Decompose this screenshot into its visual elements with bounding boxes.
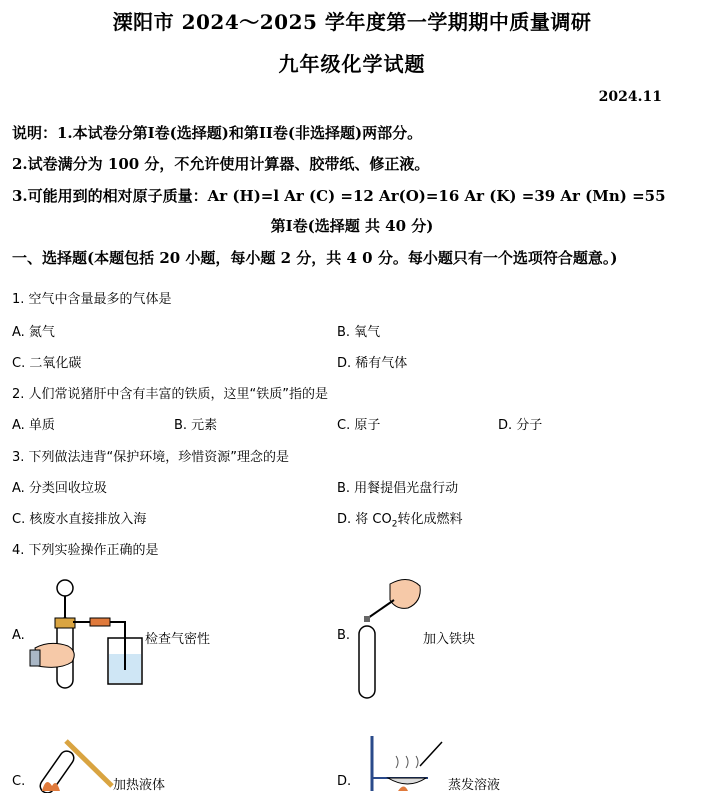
- q2-option-a[interactable]: A. 单质: [12, 418, 55, 433]
- q4-stem: 4. 下列实验操作正确的是: [12, 543, 159, 558]
- heating-liquid-illustration: [40, 736, 120, 791]
- airtightness-check-illustration: [30, 578, 150, 694]
- q2-option-d[interactable]: D. 分子: [498, 418, 543, 433]
- evaporate-solution-illustration: [358, 736, 448, 791]
- q4-option-c-letter[interactable]: C.: [12, 774, 26, 789]
- q3-option-d-suffix: 转化成燃料: [397, 512, 463, 527]
- note-line-2: 2.试卷满分为 100 分，不允许使用计算器、胶带纸、修正液。: [12, 155, 430, 173]
- q1-option-a[interactable]: A. 氮气: [12, 325, 55, 340]
- q3-option-d-prefix: D. 将 CO: [337, 512, 392, 527]
- q3-option-d-subscript: 2: [391, 519, 398, 530]
- note-line-1: 说明：1.本试卷分第I卷(选择题)和第II卷(非选择题)两部分。: [12, 124, 423, 142]
- q4-option-c-label: 加热液体: [113, 778, 166, 793]
- q3-option-d[interactable]: [337, 508, 462, 530]
- q3-option-a[interactable]: A. 分类回收垃圾: [12, 481, 107, 496]
- q1-option-c[interactable]: C. 二氧化碳: [12, 356, 82, 371]
- q2-option-b[interactable]: B. 元素: [174, 418, 218, 433]
- exam-subtitle: 九年级化学试题: [278, 52, 426, 76]
- section1-title: 一、选择题(本题包括 20 小题，每小题 2 分，共 4 0 分。每小题只有一个选项符合题意。): [12, 249, 618, 267]
- q4-option-b-letter[interactable]: B.: [337, 628, 351, 643]
- q4-option-a-letter[interactable]: A.: [12, 628, 25, 643]
- q1-stem: 1. 空气中含量最多的气体是: [12, 292, 172, 307]
- exam-date: 2024.11: [598, 89, 662, 105]
- q3-option-b[interactable]: B. 用餐提倡光盘行动: [337, 481, 459, 496]
- q3-option-c[interactable]: C. 核废水直接排放入海: [12, 512, 147, 527]
- q2-stem: 2. 人们常说猪肝中含有丰富的铁质，这里“铁质”指的是: [12, 387, 329, 402]
- q1-option-b[interactable]: B. 氧气: [337, 325, 381, 340]
- q4-option-a-label: 检查气密性: [145, 632, 211, 647]
- q1-option-d[interactable]: D. 稀有气体: [337, 356, 408, 371]
- q4-option-b-label: 加入铁块: [423, 632, 476, 647]
- exam-title: 溧阳市 2024～2025 学年度第一学期期中质量调研: [112, 10, 592, 34]
- part1-title: 第I卷(选择题 共 40 分): [270, 217, 434, 235]
- add-iron-block-illustration: [350, 574, 430, 702]
- note-line-3: 3.可能用到的相对原子质量：Ar (H)=l Ar (C) =12 Ar(O)=16 Ar (K) =39 Ar (Mn) =55: [12, 187, 666, 205]
- q3-stem: 3. 下列做法违背“保护环境，珍惜资源”理念的是: [12, 450, 290, 465]
- q2-option-c[interactable]: C. 原子: [337, 418, 381, 433]
- q4-option-d-letter[interactable]: D.: [337, 774, 352, 789]
- q4-option-d-label: 蒸发溶液: [448, 778, 501, 793]
